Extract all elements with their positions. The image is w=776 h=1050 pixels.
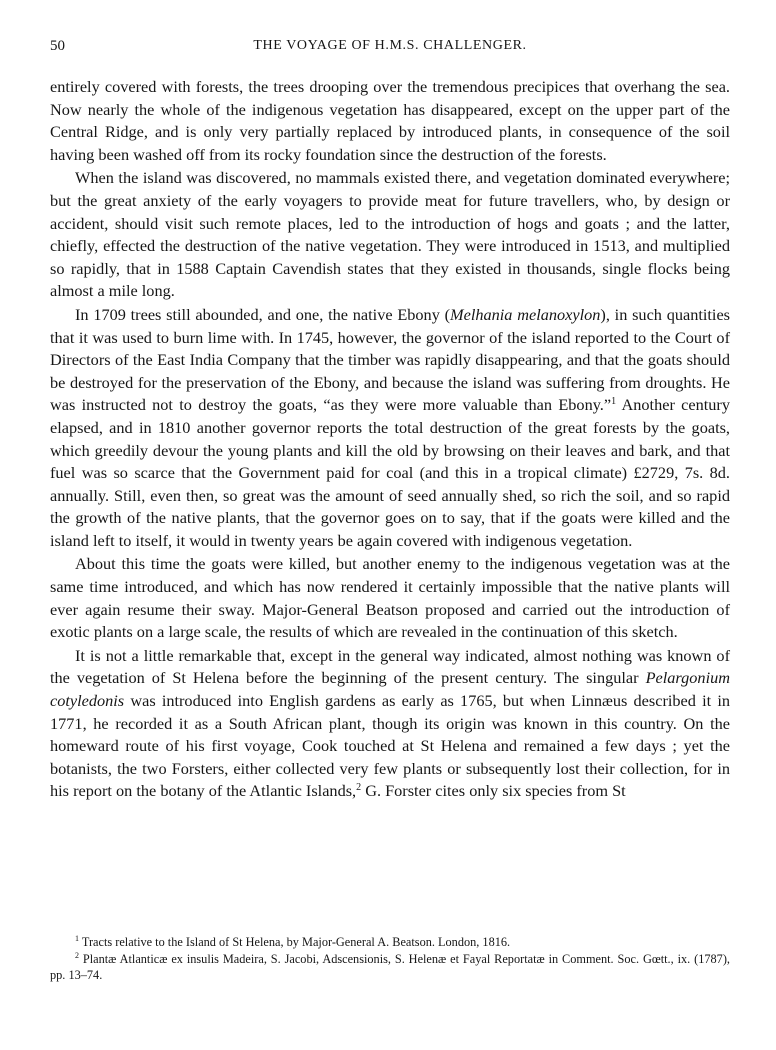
text-segment: It is not a little remarkable that, except in the general way indicated, almost nothing was known of the vegetation of St Helena before the beginning of the present century. The singular: [50, 645, 730, 688]
body-text: [50, 76, 730, 803]
text-segment: G. Forster cites only six species from St: [361, 781, 626, 801]
page-header: [50, 38, 730, 60]
page-number: 50: [50, 38, 65, 54]
footnote-2: [50, 951, 730, 984]
text-segment: ), in such quantities that it was used to burn lime with. In 1745, however, the governor of the island reported to the Court of Directors of the East India Company that the timber was rapidly disappearing, and that the goats should be destroyed for the preservation of the Ebony, and because the island was suffering from droughts. He was instructed not to destroy the goats, “as they were more valuable than Ebony.”: [50, 304, 731, 415]
paragraph-forest-continuation: entirely covered with forests, the trees drooping over the tremendous precipices that overhang the sea. Now nearly the whole of the indigenous vegetation has disappeared, except on the upper part of the Central Ridge, and is only very partially replaced by introduced plants, in consequence of the soil having been washed off from its rocky foundation since the destruction of the forests.: [50, 77, 730, 164]
species-name: Pelargonium cotyledonis: [50, 668, 730, 711]
species-name: Melhania melanoxylon: [450, 304, 601, 324]
paragraph-botanical-history: [50, 645, 730, 803]
text-segment: was introduced into English gardens as early as 1765, but when Linnæus described it in 1771, he recorded it as a South African plant, though its origin was known in this country. On the homeward route of his first voyage, Cook touched at St Helena and remained a few days ; yet the botanists, the two Forsters, either collected very few plants or subsequently lost their collection, for in his report on the botany of the Atlantic Islands,: [50, 691, 730, 801]
paragraph-exotic-plants: About this time the goats were killed, but another enemy to the indigenous vegetation was at the same time introduced, and which has now rendered it certainly impossible that the native plants will ever again resume their sway. Major-General Beatson proposed and carried out the introduction of exotic plants on a large scale, the results of which are revealed in the continuation of this sketch.: [50, 554, 730, 642]
footnote-mark: 1: [75, 934, 79, 943]
footnotes: [50, 934, 730, 984]
footnote-text: Plantæ Atlanticæ ex insulis Madeira, S. Jacobi, Adscensionis, S. Helenæ et Fayal Reportatæ in Comment. Soc. Gœtt., ix. (1787), pp. 13–74.: [50, 951, 730, 982]
footnote-mark: 2: [75, 950, 79, 960]
paragraph-introduction-of-goats: When the island was discovered, no mammals existed there, and vegetation dominated everywhere; but the great anxiety of the early voyagers to provide meat for future travellers, who, by design or accident, should visit such remote places, led to the introduction of hogs and goats ; and the latter, chiefly, effected the destruction of the native vegetation. They were introduced in 1513, and multiplied so rapidly, that in 1588 Captain Cavendish states that they existed in thousands, single flocks being almost a mile long.: [50, 168, 730, 301]
text-segment: Another century elapsed, and in 1810 another governor reports the total destruction of the great forests by the goats, which greedily devour the young plants and kill the old by browsing on their leaves and bark, and that fuel was so scarce that the Government paid for coal (and this in a tropical climate) £2729, 7s. 8d. annually. Still, even then, so great was the amount of seed annually shed, so rich the soil, and so rapid the growth of the native plants, that the governor goes on to say, that if the goats were killed and the island left to itself, it would in twenty years be again covered with indigenous vegetation.: [50, 395, 730, 550]
footnote-reference[interactable]: 1: [611, 396, 617, 408]
running-title: THE VOYAGE OF H.M.S. CHALLENGER.: [253, 38, 527, 53]
footnote-reference[interactable]: 2: [356, 782, 362, 794]
paragraph-ebony-history: [50, 304, 730, 553]
footnote-1: [50, 934, 730, 951]
text-segment: In 1709 trees still abounded, and one, the native Ebony (: [75, 304, 451, 324]
footnote-text: Tracts relative to the Island of St Helena, by Major-General A. Beatson. London, 1816.: [81, 935, 511, 949]
